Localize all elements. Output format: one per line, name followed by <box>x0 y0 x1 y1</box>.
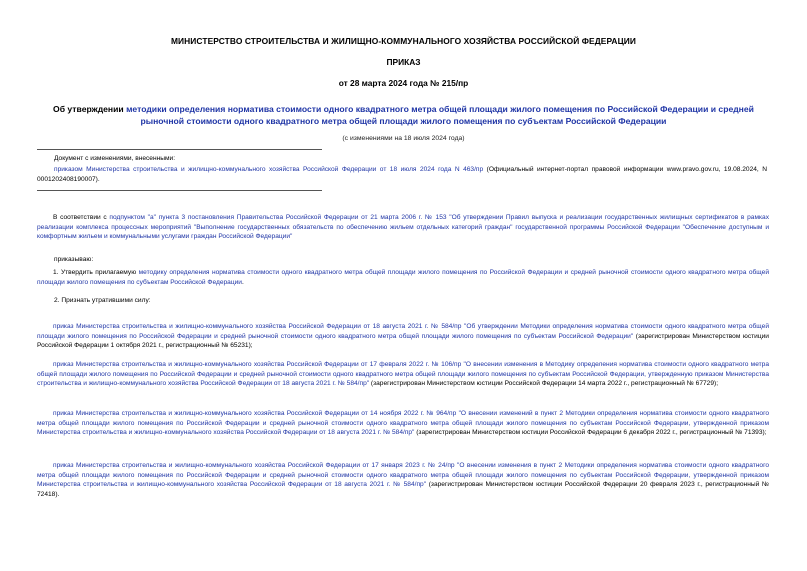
amendments-text <box>37 165 767 184</box>
repealed-item <box>37 360 769 389</box>
repealed-registration: (зарегистрирован Министерством юстиции Российской Федерации 6 декабря 2022 г., регистрационный № 71393); <box>414 429 767 437</box>
repealed-registration: (зарегистрирован Министерством юстиции Российской Федерации 1 октября 2021 г., регистрационный № 65231); <box>37 332 769 350</box>
item-2-heading: 2. Признать утратившими силу: <box>54 297 151 304</box>
repealed-order-link[interactable]: приказ Министерства строительства и жилищно-коммунального хозяйства Российской Федерации от 17 февраля 2022 г. № 106/пр "О внесении изменения в Методику определения норматива стоимости одного квадратного метра общей площади жилого помещения по Российской Федерации и средней рыночной стоимости одного квадратного метра общей площади жилого помещения по субъектам Российской Федерации, утвержденную приказом Министерства строительства и жилищно-коммунального хозяйства Российской Федерации от 18 августа 2021 г. № 584/пр" <box>37 361 769 388</box>
item-1-paragraph <box>37 268 769 287</box>
divider-bottom <box>37 190 322 191</box>
repealed-order-link[interactable]: приказ Министерства строительства и жилищно-коммунального хозяйства Российской Федерации от 14 ноября 2022 г. № 964/пр "О внесении изменений в пункт 2 Методики определения норматива стоимости одного квадратного метра общей площади жилого помещения по Российской Федерации и средней рыночной стоимости одного квадратного метра общей площади жилого помещения по субъектам Российской Федерации, утвержденной приказом Министерства строительства и жилищно-коммунального хозяйства Российской Федерации от 18 августа 2021 г. № 584/пр" <box>37 410 769 437</box>
repealed-item <box>37 322 769 351</box>
divider-top <box>37 149 322 150</box>
order-word: приказываю: <box>54 256 94 263</box>
repealed-item <box>37 461 769 499</box>
repealed-item <box>37 409 769 438</box>
repealed-registration: (зарегистрирован Министерством юстиции Российской Федерации 14 марта 2022 г., регистрационный № 67729); <box>369 380 719 388</box>
title-prefix: Об утверждении <box>53 104 127 114</box>
amendment-source: (Официальный интернет-портал правовой информации www.pravo.gov.ru, 19.08.2024, N 0001202408190007). <box>37 166 767 183</box>
preamble-paragraph <box>37 213 769 242</box>
ministry-heading: МИНИСТЕРСТВО СТРОИТЕЛЬСТВА И ЖИЛИЩНО-КОММУНАЛЬНОГО ХОЗЯЙСТВА РОССИЙСКОЙ ФЕДЕРАЦИИ <box>170 36 637 46</box>
item-1-end: . <box>241 278 244 286</box>
amendments-intro: Документ с изменениями, внесенными: <box>54 155 176 162</box>
preamble-start: В соответствии с <box>53 214 110 221</box>
repealed-order-link[interactable]: приказ Министерства строительства и жилищно-коммунального хозяйства Российской Федерации от 17 января 2023 г. № 24/пр "О внесении изменения в пункт 2 Методики определения норматива стоимости одного квадратного метра общей площади жилого помещения по Российской Федерации и средней рыночной стоимости одного квадратного метра общей площади жилого помещения по субъектам Российской Федерации, утвержденной приказом Министерства строительства и жилищно-коммунального хозяйства Российской Федерации от 18 августа 2021 г. № 584/пр" <box>37 462 769 489</box>
amendment-order-link[interactable]: приказом Министерства строительства и жилищно-коммунального хозяйства Российской Федерации от 18 июля 2024 года N 463/пр <box>54 166 484 173</box>
repealed-order-link[interactable]: приказ Министерства строительства и жилищно-коммунального хозяйства Российской Федерации от 18 августа 2021 г. № 584/пр "Об утверждении Методики определения норматива стоимости одного квадратного метра общей площади жилого помещения по Российской Федерации и средней рыночной стоимости одного квадратного метра общей площади жилого помещения по субъектам Российской Федерации" <box>37 323 769 340</box>
changes-note: (с изменениями на 18 июля 2024 года) <box>342 135 465 142</box>
document-type: ПРИКАЗ <box>386 57 421 67</box>
document-date-number: от 28 марта 2024 года № 215/пр <box>338 78 469 88</box>
item-1-start: 1. Утвердить прилагаемую <box>53 269 139 276</box>
preamble-resolution-link[interactable]: подпунктом "а" пункта 3 постановления Правительства Российской Федерации от 21 марта 2006 г. № 153 "Об утверждении Правил выпуска и реализации государственных жилищных сертификатов в рамках реализации комплекса процессных мероприятий "Выполнение государственных обязательств по обеспечению жильем отдельных категорий граждан" государственной программы Российской Федерации "Обеспечение доступным и комфортным жильем и коммунальными услугами граждан Российской Федерации" <box>37 214 769 241</box>
document-title <box>36 103 771 127</box>
repealed-registration: (зарегистрирован Министерством юстиции Российской Федерации 20 февраля 2023 г., регистрационный № 72418). <box>37 481 769 498</box>
title-methodology-link[interactable]: методики определения норматива стоимости одного квадратного метра общей площади жилого помещения по Российской Федерации и средней рыночной стоимости одного квадратного метра общей площади жилого помещения по субъектам Российской Федерации <box>126 104 754 126</box>
item-1-methodology-link[interactable]: методику определения норматива стоимости одного квадратного метра общей площади жилого помещения по Российской Федерации и средней рыночной стоимости одного квадратного метра общей площади жилого помещения по субъектам Российской Федерации <box>37 269 770 286</box>
